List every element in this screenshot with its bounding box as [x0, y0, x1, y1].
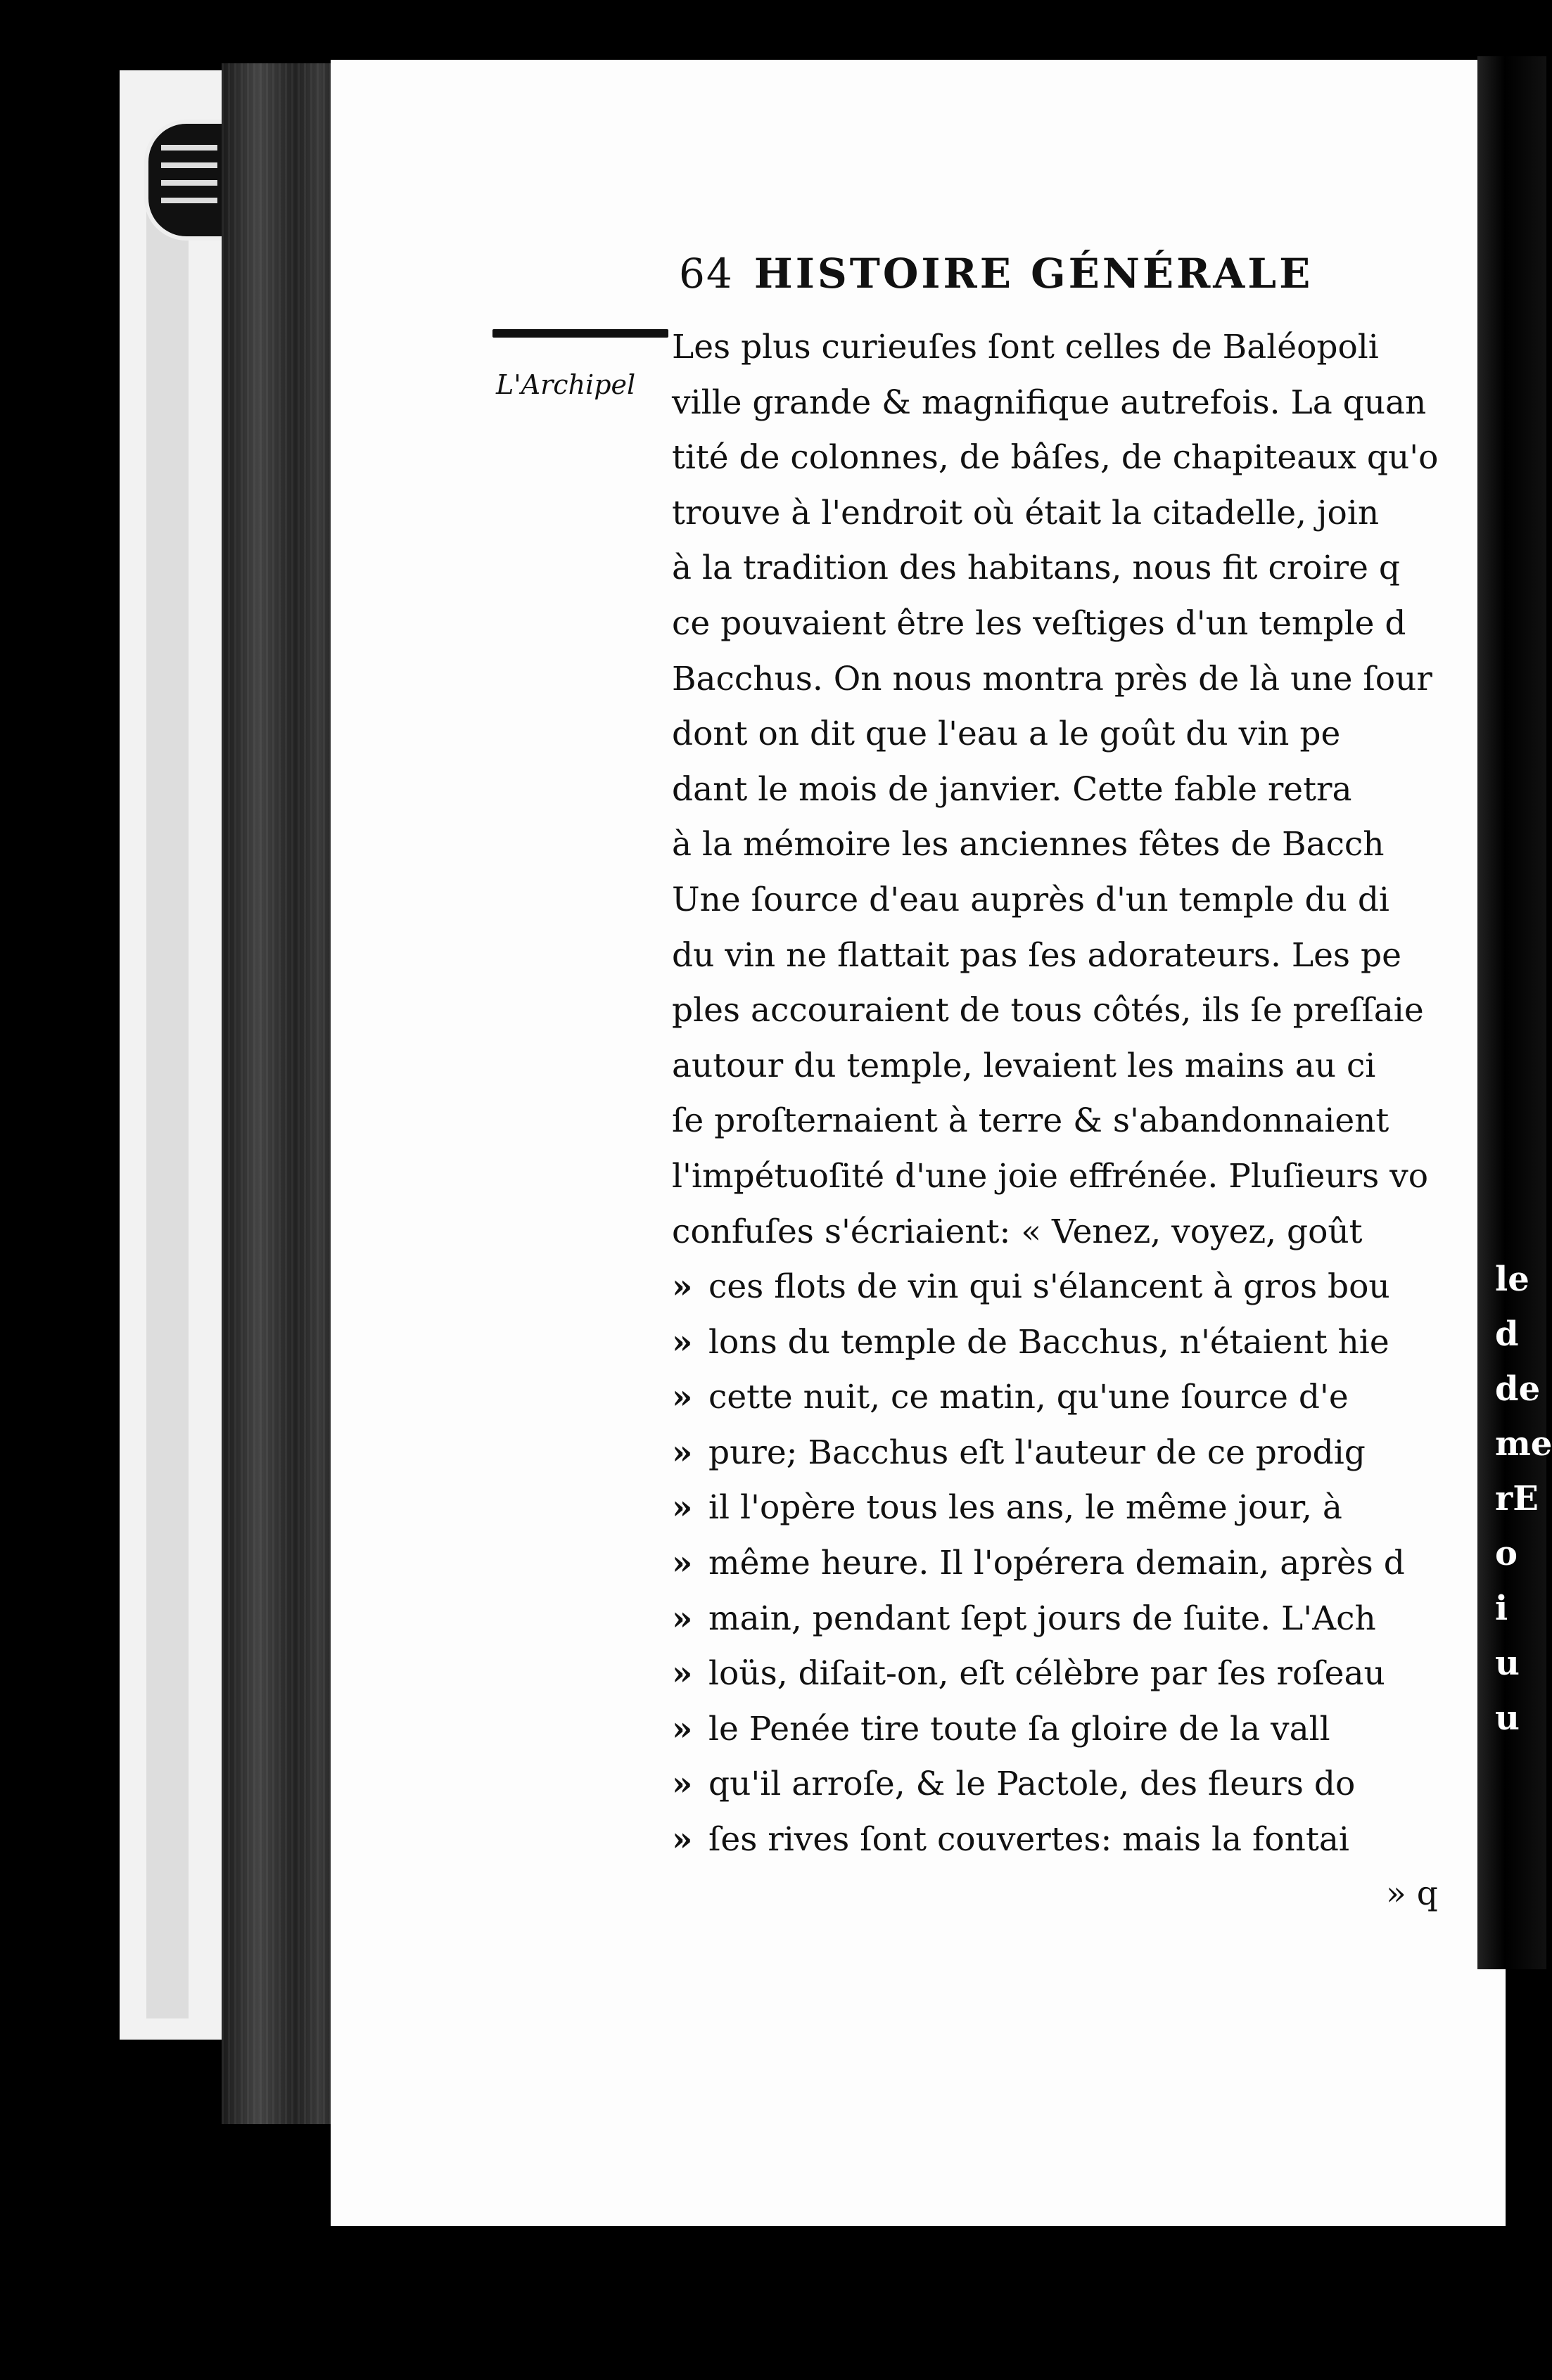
line-text: à la tradition des habitans, nous fit croire q: [672, 549, 1400, 588]
text-line: [672, 1646, 1488, 1702]
text-line: [672, 652, 1488, 708]
text-line: [672, 430, 1488, 486]
running-title: HISTOIRE GÉNÉRALE: [753, 250, 1314, 298]
text-line: [672, 541, 1488, 596]
quote-mark: »: [672, 1267, 693, 1307]
text-line: [672, 928, 1488, 984]
quote-mark: »: [672, 1654, 693, 1694]
line-text: main, pendant ſept jours de ſuite. L'Ach: [708, 1599, 1376, 1638]
quote-mark: »: [672, 1322, 693, 1362]
line-text: ples accouraient de tous côtés, ils ſe preſſaie: [672, 991, 1424, 1030]
quote-mark: »: [672, 1544, 693, 1583]
line-text: Bacchus. On nous montra près de là une ſour: [672, 659, 1432, 698]
line-text: ville grande & magnifique autrefois. La quan: [672, 383, 1427, 422]
line-text: dant le mois de janvier. Cette fable retra: [672, 769, 1352, 809]
line-text: ſe proſternaient à terre & s'abandonnaient: [672, 1101, 1389, 1141]
text-line: [672, 376, 1488, 431]
quote-mark: »: [672, 1488, 693, 1528]
line-text: même heure. Il l'opérera demain, après d: [708, 1544, 1405, 1583]
gutter-fragment: d: [1495, 1314, 1519, 1354]
quote-mark: »: [672, 1599, 693, 1638]
line-text: il l'opère tous les ans, le même jour, à: [708, 1488, 1342, 1528]
quote-mark: »: [672, 1820, 693, 1860]
catchword: » q: [1386, 1874, 1438, 1913]
text-line: [672, 983, 1488, 1039]
line-text: cette nuit, ce matin, qu'une ſource d'e: [708, 1378, 1349, 1417]
text-line: [672, 486, 1488, 542]
line-text: pure; Bacchus eſt l'auteur de ce prodig: [708, 1433, 1366, 1472]
text-line: [672, 762, 1488, 818]
line-text: l'impétuoſité d'une joie effrénée. Pluſieurs vo: [672, 1156, 1429, 1196]
page-number: 64: [679, 250, 734, 298]
quote-mark: »: [672, 1378, 693, 1417]
text-line: [672, 1592, 1488, 1647]
text-line: [672, 1149, 1488, 1205]
quote-mark: »: [672, 1709, 693, 1748]
gutter-fragment: de: [1495, 1369, 1541, 1409]
line-text: ce pouvaient être les veſtiges d'un temple d: [672, 603, 1406, 643]
line-text: qu'il arroſe, & le Pactole, des fleurs do: [708, 1765, 1356, 1804]
line-text: loüs, diſait-on, eſt célèbre par ſes roſeau: [708, 1654, 1385, 1694]
line-text: dont on dit que l'eau a le goût du vin pe: [672, 715, 1341, 754]
line-text: ſes rives ſont couvertes: mais la fontai: [708, 1820, 1349, 1860]
page-header: [679, 250, 1509, 313]
text-line: [672, 1094, 1488, 1149]
gutter-fragment: i: [1495, 1589, 1508, 1628]
text-line: [672, 596, 1488, 652]
text-line: [672, 1370, 1488, 1426]
line-text: le Penée tire toute ſa gloire de la vall: [708, 1709, 1330, 1748]
text-line: [672, 1205, 1488, 1260]
gutter-fragment: o: [1495, 1534, 1518, 1573]
text-line: [672, 1426, 1488, 1481]
text-line: [672, 1536, 1488, 1592]
line-text: à la mémoire les anciennes fêtes de Bacch: [672, 825, 1385, 864]
gutter-fragment: rE: [1495, 1479, 1539, 1518]
text-line: [672, 320, 1488, 376]
quote-mark: »: [672, 1433, 693, 1472]
text-line: [672, 1702, 1488, 1758]
text-line: [672, 707, 1488, 762]
line-text: Les plus curieuſes ſont celles de Baléopoli: [672, 328, 1379, 366]
line-text: trouve à l'endroit où était la citadelle, join: [672, 493, 1380, 532]
gutter-fragment: me: [1495, 1424, 1552, 1464]
line-text: du vin ne flattait pas ſes adorateurs. Les pe: [672, 935, 1401, 975]
text-line: [672, 873, 1488, 928]
gutter-fragment: le: [1495, 1260, 1529, 1299]
text-line: [672, 1812, 1488, 1868]
line-text: confuſes s'écriaient: « Venez, voyez, goût: [672, 1212, 1363, 1251]
text-line: [672, 1757, 1488, 1812]
line-text: Une ſource d'eau auprès d'un temple du di: [672, 880, 1389, 919]
book-spine: [222, 63, 345, 2124]
quote-mark: »: [672, 1765, 693, 1804]
text-line: [672, 1260, 1488, 1315]
text-line: [672, 1315, 1488, 1371]
text-line: [672, 1480, 1488, 1536]
margin-note: L'Archipel: [496, 369, 636, 400]
gutter-fragment: u: [1495, 1644, 1520, 1683]
margin-rule: [492, 329, 668, 338]
text-line: [672, 1039, 1488, 1094]
gutter-fragment: u: [1495, 1698, 1520, 1738]
page-edge-strip-shadow: [146, 155, 189, 2018]
line-text: lons du temple de Bacchus, n'étaient hie: [708, 1322, 1389, 1362]
body-text: [672, 320, 1488, 1868]
facing-page-fragments: [1495, 1252, 1552, 1746]
line-text: tité de colonnes, de bâſes, de chapiteaux qu'o: [672, 438, 1439, 478]
line-text: ces flots de vin qui s'élancent à gros bou: [708, 1267, 1390, 1307]
line-text: autour du temple, levaient les mains au ci: [672, 1046, 1376, 1085]
text-line: [672, 817, 1488, 873]
